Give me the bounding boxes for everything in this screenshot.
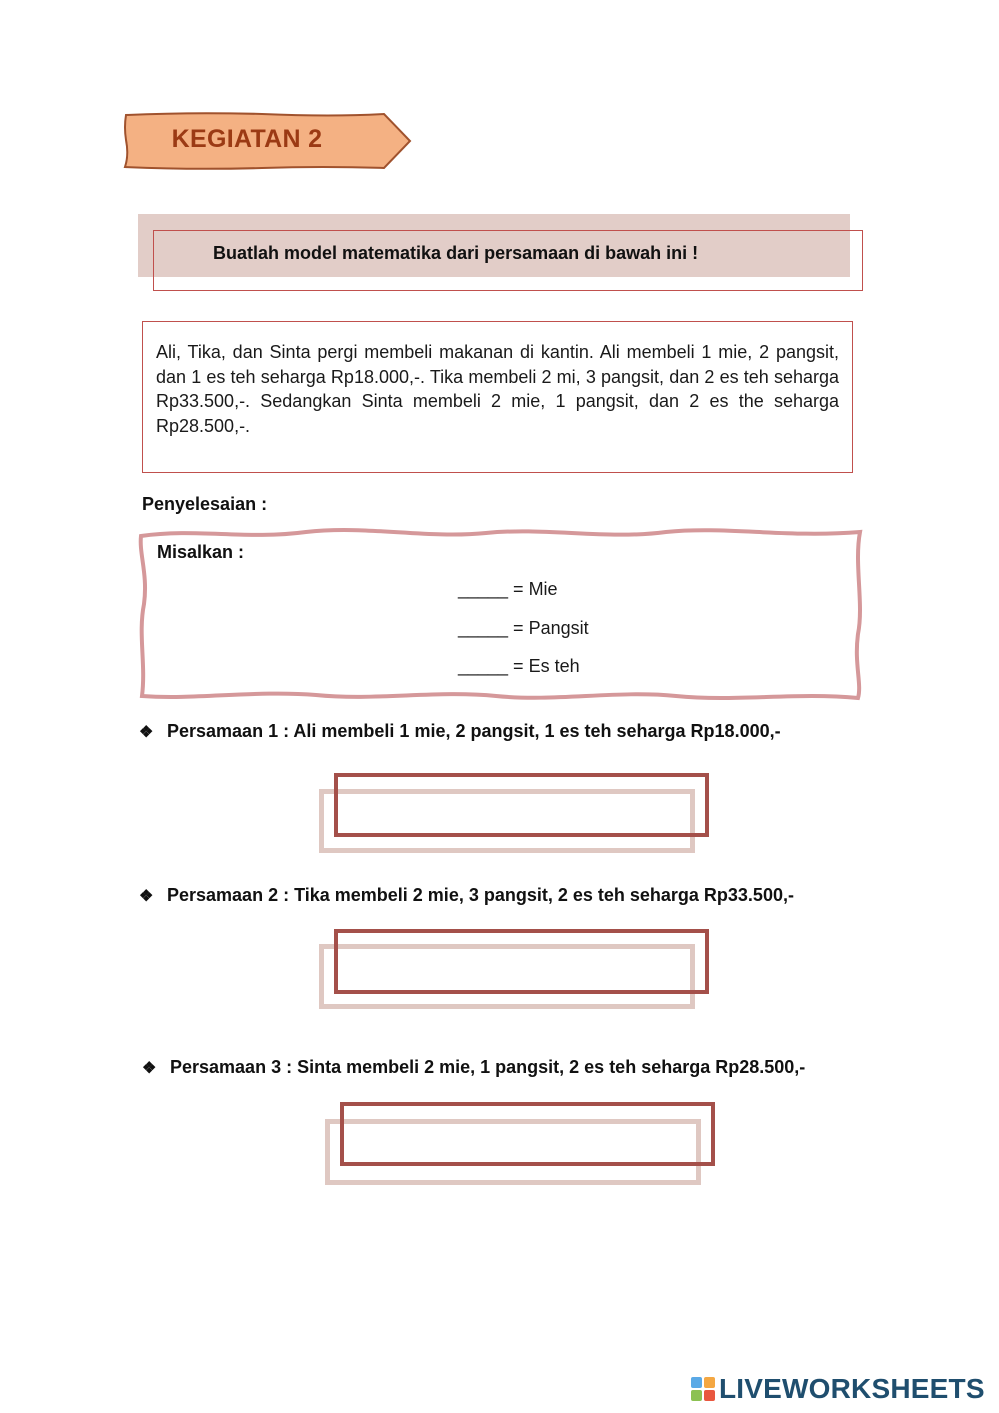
story-text: Ali, Tika, dan Sinta pergi membeli makanan di kantin. Ali membeli 1 mie, 2 pangsit, dan 1 es teh seharga Rp18.000,-. Tika membeli 2 mi, 3 pangsit, dan 2 es teh seharga Rp33.500,-. Sedangkan Sinta membeli 2 mie, 1 pangsit, dan 2 es the seharga Rp28.500,-. bbox=[156, 342, 839, 436]
banner-title: KEGIATAN 2 bbox=[171, 124, 323, 153]
activity-banner bbox=[122, 110, 414, 172]
equation-1-answer-box[interactable] bbox=[334, 773, 709, 837]
equation-1-title bbox=[139, 721, 781, 742]
equation-2-text: Persamaan 2 : Tika membeli 2 mie, 3 pangsit, 2 es teh seharga Rp33.500,- bbox=[167, 885, 794, 905]
equation-2-answer-box[interactable] bbox=[334, 929, 709, 994]
variable-pangsit[interactable]: _____ = Pangsit bbox=[458, 618, 589, 638]
equation-1-text: Persamaan 1 : Ali membeli 1 mie, 2 pangsit, 1 es teh seharga Rp18.000,- bbox=[167, 721, 781, 741]
diamond-bullet-icon: ❖ bbox=[139, 724, 154, 741]
watermark-text: LIVEWORKSHEETS bbox=[719, 1373, 985, 1404]
equation-2-title bbox=[139, 885, 794, 906]
diamond-bullet-icon: ❖ bbox=[139, 888, 154, 905]
liveworksheets-logo-icon bbox=[690, 1376, 716, 1402]
variables-wavy-frame bbox=[136, 524, 866, 704]
equation-3-answer-box[interactable] bbox=[340, 1102, 715, 1166]
variable-es-teh[interactable]: _____ = Es teh bbox=[458, 656, 580, 676]
variable-mie[interactable]: _____ = Mie bbox=[458, 579, 558, 599]
let-label: Misalkan : bbox=[157, 542, 245, 562]
instruction-text: Buatlah model matematika dari persamaan di bawah ini ! bbox=[213, 243, 699, 263]
equation-3-title bbox=[142, 1057, 805, 1078]
liveworksheets-watermark bbox=[690, 1373, 985, 1405]
equation-3-text: Persamaan 3 : Sinta membeli 2 mie, 1 pangsit, 2 es teh seharga Rp28.500,- bbox=[170, 1057, 806, 1077]
diamond-bullet-icon: ❖ bbox=[142, 1060, 157, 1077]
solution-label: Penyelesaian : bbox=[142, 494, 268, 514]
